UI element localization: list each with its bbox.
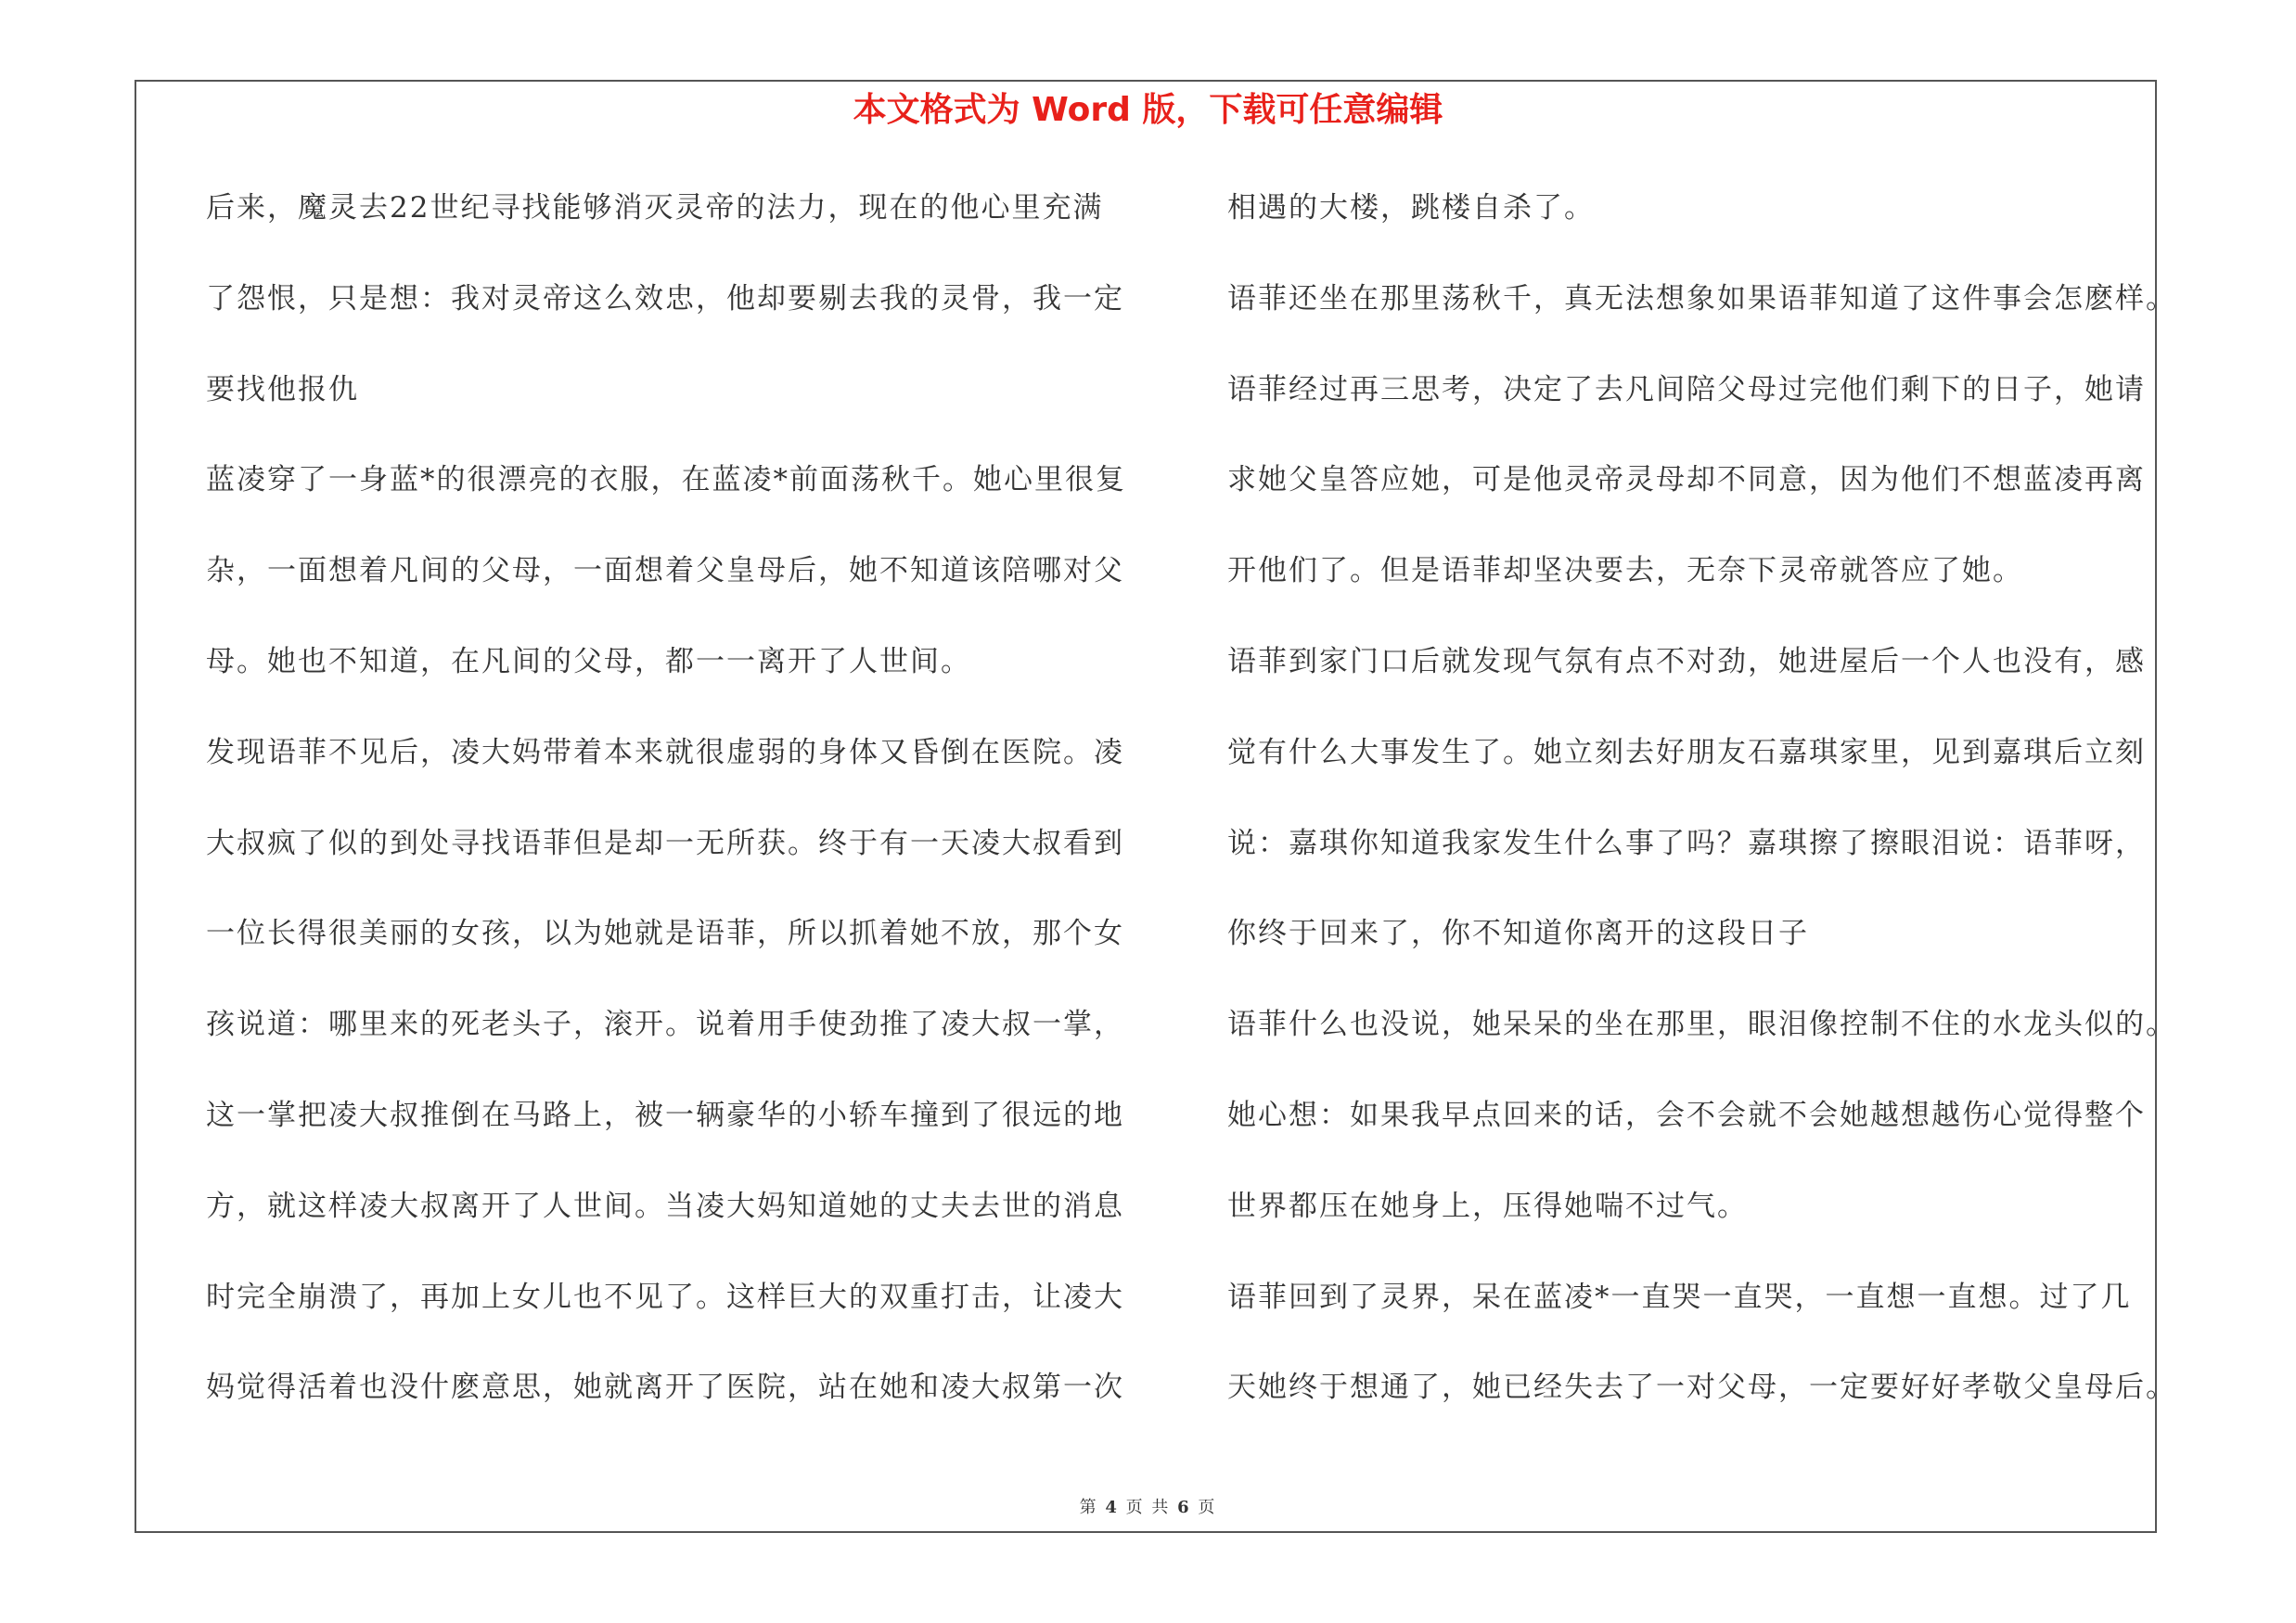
text-line: 觉有什么大事发生了。她立刻去好朋友石嘉琪家里，见到嘉琪后立刻 bbox=[1227, 735, 2146, 769]
text-line: 大叔疯了似的到处寻找语菲但是却一无所获。终于有一天凌大叔看到 bbox=[206, 826, 1124, 860]
page-number-footer bbox=[0, 1494, 2296, 1518]
text-line: 方，就这样凌大叔离开了人世间。当凌大妈知道她的丈夫去世的消息 bbox=[206, 1189, 1124, 1223]
text-line: 了怨恨，只是想：我对灵帝这么效忠，他却要剔去我的灵骨，我一定 bbox=[206, 281, 1124, 316]
text-line: 发现语菲不见后，凌大妈带着本来就很虚弱的身体又昏倒在医院。凌 bbox=[206, 735, 1124, 769]
current-page-number: 4 bbox=[1105, 1498, 1119, 1517]
text-line: 世界都压在她身上，压得她喘不过气。 bbox=[1227, 1189, 1748, 1223]
text-line: 后来，魔灵去22世纪寻找能够消灭灵帝的法力，现在的他心里充满 bbox=[206, 191, 1104, 225]
footer-suffix: 页 bbox=[1198, 1498, 1217, 1517]
text-line: 语菲什么也没说，她呆呆的坐在那里，眼泪像控制不住的水龙头似的。 bbox=[1227, 1008, 2176, 1042]
total-page-count: 6 bbox=[1177, 1498, 1191, 1517]
text-line: 妈觉得活着也没什麽意思，她就离开了医院，站在她和凌大叔第一次 bbox=[206, 1371, 1124, 1405]
text-line: 语菲回到了灵界，呆在蓝凌*一直哭一直哭，一直想一直想。过了几 bbox=[1227, 1280, 2132, 1314]
text-line: 开他们了。但是语菲却坚决要去，无奈下灵帝就答应了她。 bbox=[1227, 554, 2023, 588]
text-line: 相遇的大楼，跳楼自杀了。 bbox=[1227, 191, 1595, 225]
text-line: 语菲经过再三思考，决定了去凡间陪父母过完他们剩下的日子，她请 bbox=[1227, 372, 2146, 406]
text-line: 孩说道：哪里来的死老头子，滚开。说着用手使劲推了凌大叔一掌， bbox=[206, 1008, 1124, 1042]
text-line: 蓝凌穿了一身蓝*的很漂亮的衣服，在蓝凌*前面荡秋千。她心里很复 bbox=[206, 463, 1126, 497]
footer-prefix: 第 bbox=[1079, 1498, 1098, 1517]
text-line: 一位长得很美丽的女孩，以为她就是语菲，所以抓着她不放，那个女 bbox=[206, 917, 1124, 951]
text-line: 求她父皇答应她，可是他灵帝灵母却不同意，因为他们不想蓝凌再离 bbox=[1227, 463, 2146, 497]
text-line: 时完全崩溃了，再加上女儿也不见了。这样巨大的双重打击，让凌大 bbox=[206, 1280, 1124, 1314]
document-header-title: 本文格式为 Word 版，下载可任意编辑 bbox=[853, 91, 1443, 129]
text-line: 要找他报仇 bbox=[206, 372, 359, 406]
left-text-column bbox=[206, 186, 1143, 1456]
text-line: 说：嘉琪你知道我家发生什么事了吗？嘉琪擦了擦眼泪说：语菲呀， bbox=[1227, 826, 2146, 860]
text-line: 语菲还坐在那里荡秋千，真无法想象如果语菲知道了这件事会怎麽样。 bbox=[1227, 281, 2176, 316]
text-line: 你终于回来了，你不知道你离开的这段日子 bbox=[1227, 917, 1809, 951]
right-text-column bbox=[1227, 186, 2222, 1456]
footer-middle: 页 共 bbox=[1125, 1498, 1171, 1517]
text-line: 天她终于想通了，她已经失去了一对父母，一定要好好孝敬父皇母后。 bbox=[1227, 1371, 2176, 1405]
text-line: 母。她也不知道，在凡间的父母，都一一离开了人世间。 bbox=[206, 644, 971, 678]
text-line: 她心想：如果我早点回来的话，会不会就不会她越想越伤心觉得整个 bbox=[1227, 1098, 2146, 1132]
text-line: 杂，一面想着凡间的父母，一面想着父皇母后，她不知道该陪哪对父 bbox=[206, 554, 1124, 588]
text-line: 这一掌把凌大叔推倒在马路上，被一辆豪华的小轿车撞到了很远的地 bbox=[206, 1098, 1124, 1132]
text-line: 语菲到家门口后就发现气氛有点不对劲，她进屋后一个人也没有，感 bbox=[1227, 644, 2146, 678]
